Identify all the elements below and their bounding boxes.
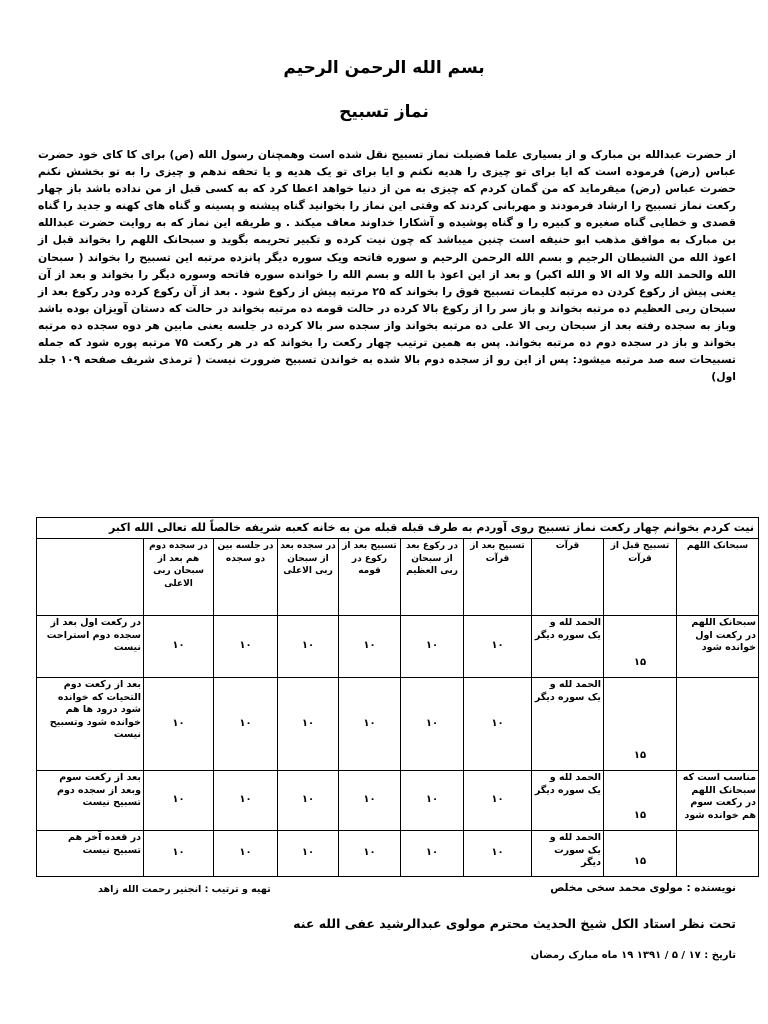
table-row	[37, 678, 759, 771]
table-cell: ۱۰	[278, 831, 339, 877]
table-cell: ۱۰	[214, 678, 278, 771]
table-cell: ۱۰	[339, 771, 401, 831]
column-header: در سجده بعد از سبحان ربی الاعلی	[278, 539, 339, 616]
table-cell: ۱۵	[604, 616, 677, 678]
column-header: قرآت	[532, 539, 604, 616]
table-cell: بعد از رکعت سوم وبعد از سجده دوم تسبیح نیست	[37, 771, 144, 831]
table-cell: ۱۰	[401, 678, 464, 771]
table-cell: ۱۰	[144, 616, 214, 678]
table-cell: الحمد لله و یک سورت دیگر	[532, 831, 604, 877]
prayer-table	[36, 517, 759, 877]
prepared-by-line: تهیه و ترتیب : انجنیر رحمت الله زاهد	[98, 884, 271, 895]
table-cell: ۱۵	[604, 771, 677, 831]
author-line: نویسنده : مولوی محمد سخی مخلص	[550, 882, 736, 894]
table-cell: ۱۰	[214, 616, 278, 678]
table-cell: ۱۰	[339, 678, 401, 771]
table-cell: ۱۰	[464, 678, 532, 771]
table-cell: ۱۰	[401, 831, 464, 877]
date-line: تاریخ : ۱۷ / ۵ / ۱۳۹۱ ۱۹ ماه مبارک رمضان	[530, 950, 736, 961]
page-title: نماز تسبیح	[339, 102, 429, 122]
body-paragraph: از حضرت عبدالله بن مبارک و از بسیاری علما فضیلت نماز تسبیح نقل شده است وهمچنان رسول الله (ص) برای کا کای خود حضرت عباس (رض) فرموده است که ایا برای تو چیزی را هدیه نکنم و ایا برای تو یک هدیه و یا تحفه ندهم و چیزی را به تو بخشش نکنم حضرت عباس (رض) میفرماید که من گمان کردم که چیزی به من از دنیا خواهد اعطا کرد که به کسی قبل از من نداده باشد باز چهار رکعت نماز تسبیح را ارشاد فرمودند و مهربانی کردند که وقتی این نماز را بخوانید گناه پیشنه و پسینه و گناه های کهنه و جدید را گناه قصدی و خطایی گناه صغیره و کبیره را و گناه پوشیده و آشکارا خداوند معاف میکند . و طریقه این نماز که به روایت حضرت عبدالله بن مبارک به موافق مذهب ابو حنیفه است چنین میباشد که چون نیت کرده و تکبیر تحریمه بگوید و سبحانک اللهم را بخواند قبل از اعوذ الله من الشیطان الرجیم و بسم الله الرحمن الرحیم و سوره فاتحه ویک سوره دیگر پانزده مرتبه این تسبیح را بخواند ( سبحان الله والحمد الله ولا اله الا و الله اکبر) و بعد از این اعوذ با الله و بسم الله را خوانده سوره فاتحه وسوره دیگر را بخواند و بعد از آن یعنی پیش از رکوع کردن ده مرتبه کلیمات تسبیح فوق را بخواند که ۲۵ مرتبه پیش از رکوع شود . بعد از آن رکوع کرده ودر رکوع بعد از سبحان ربی العظیم ده مرتبه بخواند و باز سر را از رکوع بالا کرده در حالت قومه ده مرتبه بخواند در حالت که دستان آویزان بوده باشد وباز به سجده رفته بعد از سبحان ربی الا علی ده مرتبه بخواند واز سجده سر بالا کرده در جلسه یعنی مابین هر دوه سجده ده مرتبه بخواند و باز در سجده دوم ده مرتبه بخواند. پس به همین ترتیب چهار رکعت را بخواند که در هر رکعت ۷۵ مرتبه پوره شود که جمله تسبیحات سه صد مرتبه میشود: پس از این رو از سجده دوم بالا شده به خواندن تسبیح ضرورت نیست ( ترمذی شریف صفحه ۱۰۹ جلد اول)	[38, 148, 736, 384]
table-cell: ۱۵	[604, 678, 677, 771]
table-cell: بعد از رکعت دوم التحیات که خوانده شود درود ها هم خوانده شود وتسبیح نیست	[37, 678, 144, 771]
table-cell: ۱۰	[339, 831, 401, 877]
table-cell: ۱۰	[278, 771, 339, 831]
table-cell: الحمد لله و یک سوره دیگر	[532, 616, 604, 678]
table-cell: مناسب است که سبحانک اللهم در رکعت سوم هم خوانده شود	[677, 771, 759, 831]
supervision-line: تحت نظر استاد الکل شیخ الحدیث محترم مولوی عبدالرشید عفی الله عنه	[293, 916, 736, 931]
table-cell: ۱۰	[464, 616, 532, 678]
column-header: در سجده دوم هم بعد از سبحان ربی الاعلی	[144, 539, 214, 616]
table-cell	[677, 678, 759, 771]
table-cell: ۱۰	[278, 678, 339, 771]
table-row	[37, 831, 759, 877]
prayer-table-wrapper	[37, 517, 759, 877]
table-cell: ۱۰	[278, 616, 339, 678]
table-cell: ۱۵	[604, 831, 677, 877]
table-cell: الحمد لله و یک سوره دیگر	[532, 678, 604, 771]
column-header	[37, 539, 144, 616]
table-cell: الحمد لله و یک سوره دیگر	[532, 771, 604, 831]
column-header: در جلسه بین دو سجده	[214, 539, 278, 616]
table-cell: در قعده آخر هم تسبیح نیست	[37, 831, 144, 877]
niyyah-row: نیت کردم بخوانم چهار رکعت نماز تسبیح روی آوردم به طرف قبله قبله من به خانه کعبه شریفه خالصاً لله تعالی الله اکبر	[37, 518, 759, 539]
table-cell: ۱۰	[464, 831, 532, 877]
table-cell: ۱۰	[401, 616, 464, 678]
table-cell: ۱۰	[339, 616, 401, 678]
column-header: تسبیح قبل از قرآت	[604, 539, 677, 616]
bismillah-heading: بسم الله الرحمن الرحیم	[283, 58, 485, 78]
table-cell: ۱۰	[214, 831, 278, 877]
table-cell: ۱۰	[144, 831, 214, 877]
table-row	[37, 616, 759, 678]
table-cell: در رکعت اول بعد از سجده دوم استراحت نیست	[37, 616, 144, 678]
table-cell: سبحانک اللهم در رکعت اول خوانده شود	[677, 616, 759, 678]
column-header: تسبیح بعد از قرآت	[464, 539, 532, 616]
table-cell	[677, 831, 759, 877]
header-row	[37, 539, 759, 616]
table-cell: ۱۰	[401, 771, 464, 831]
table-cell: ۱۰	[464, 771, 532, 831]
column-header: در رکوع بعد از سبحان ربی العظیم	[401, 539, 464, 616]
table-cell: ۱۰	[214, 771, 278, 831]
column-header: سبحانک اللهم	[677, 539, 759, 616]
table-cell: ۱۰	[144, 678, 214, 771]
table-cell: ۱۰	[144, 771, 214, 831]
column-header: تسبیح بعد از رکوع در قومه	[339, 539, 401, 616]
table-row	[37, 771, 759, 831]
